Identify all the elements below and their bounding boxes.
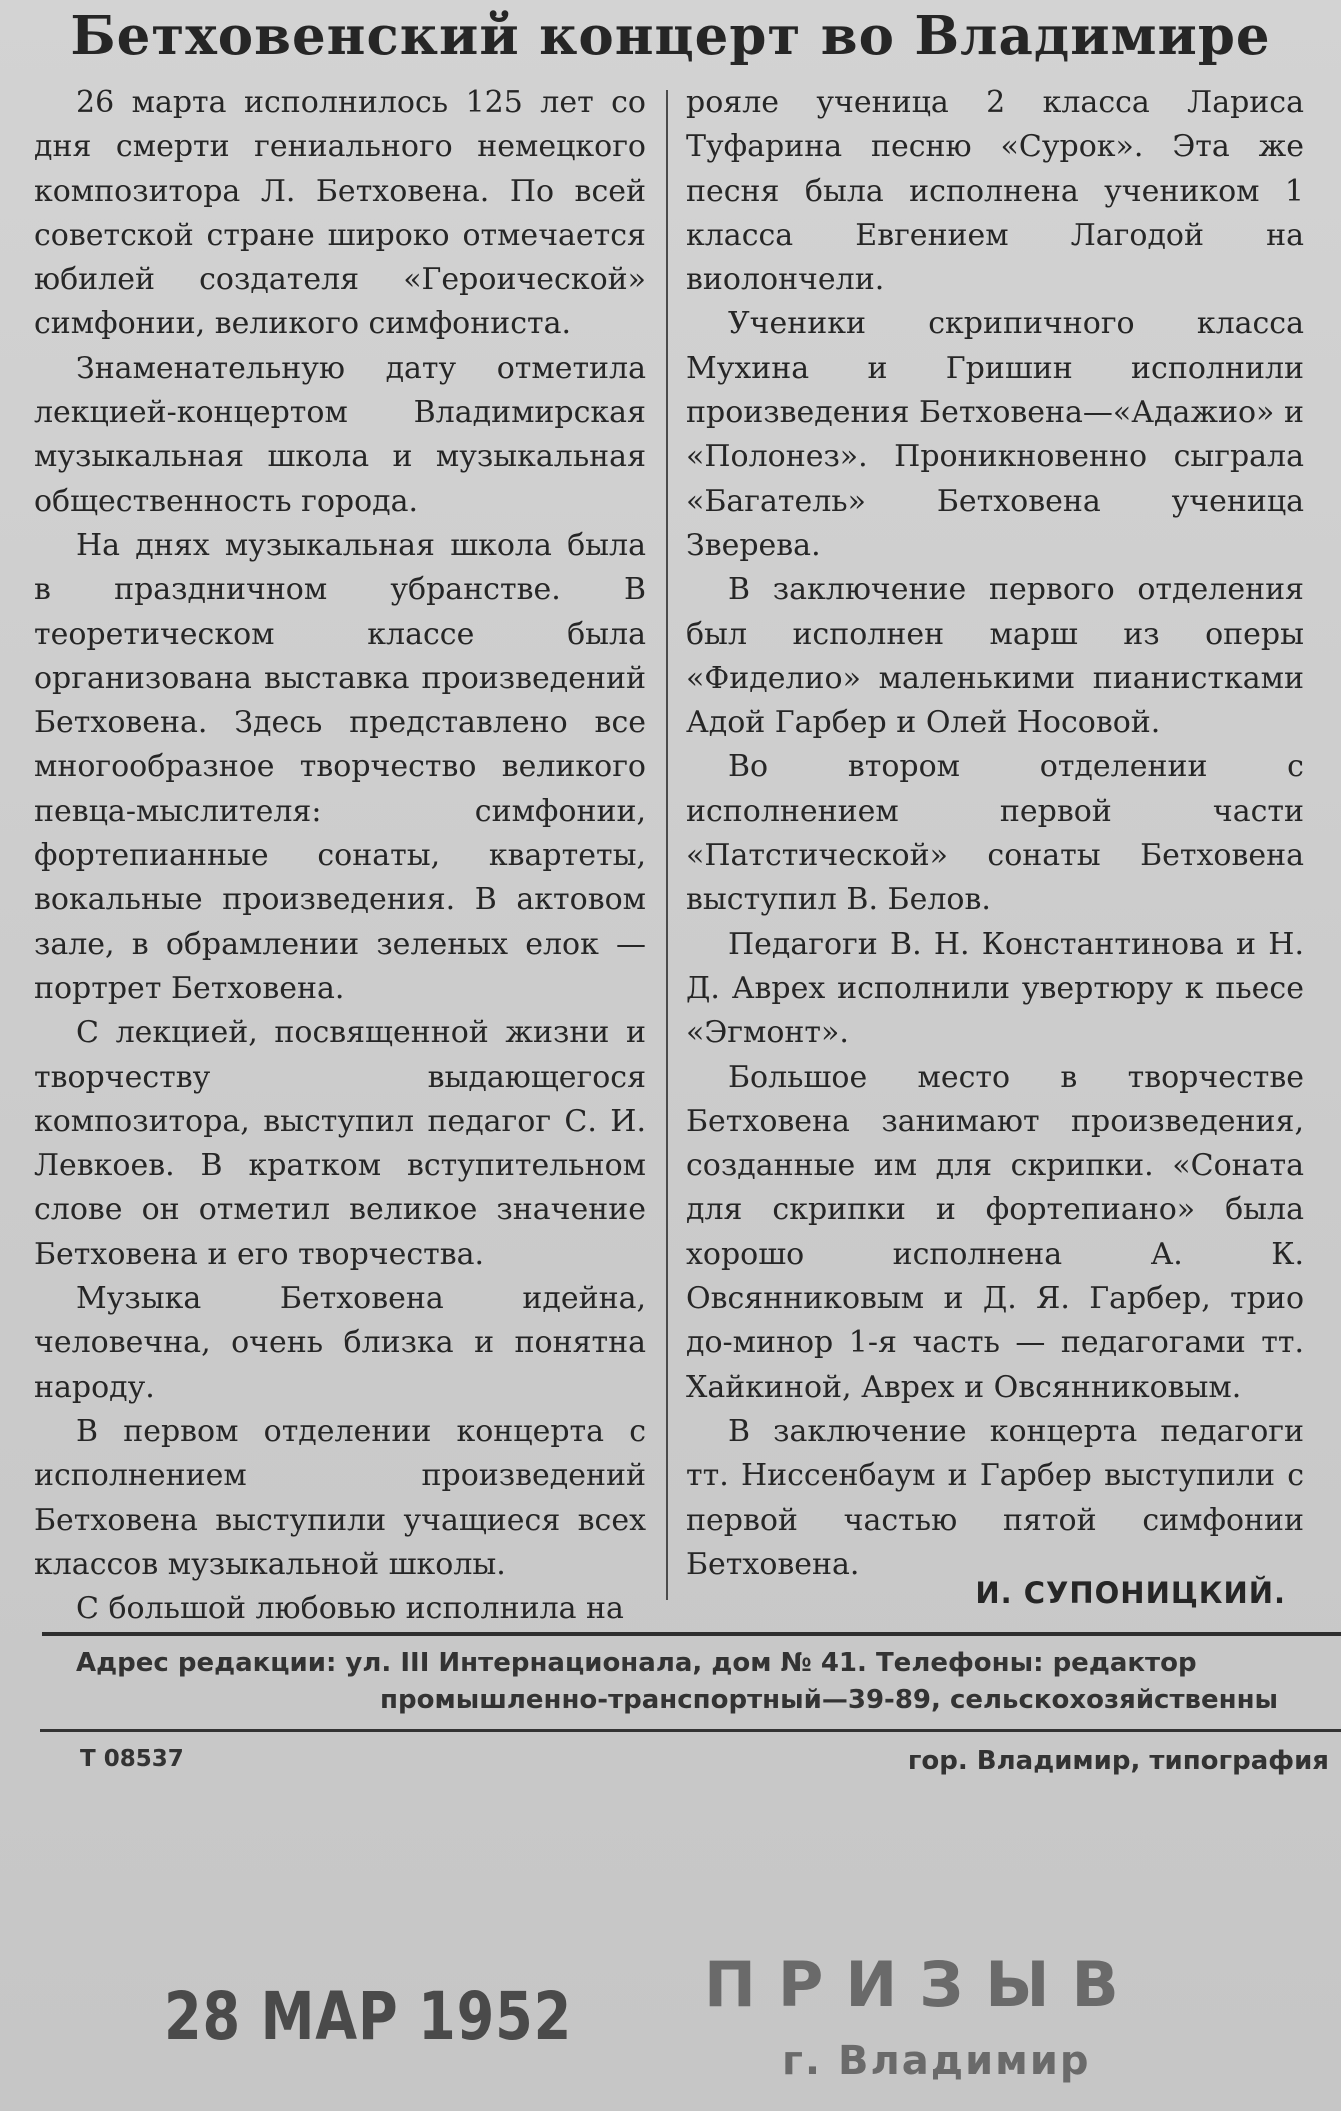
- date-stamp: 28 МАР 1952: [164, 1978, 573, 2055]
- article-headline: Бетховенский концерт во Владимире: [70, 5, 1271, 67]
- editorial-phones: промышленно-транспортный—39-89, сельскохозяйственны: [380, 1685, 1279, 1715]
- paragraph: На днях музыкальная школа была в праздничном убранстве. В теоретическом классе была организована выставка произведений Бетховена. Здесь представлено все многообразное творчество великого певца-мыслителя: симфонии, фортепианные сонаты, квартеты, вокальные произведения. В актовом зале, в обрамлении зеленых елок — портрет Бетховена.: [34, 527, 646, 1006]
- printer-imprint: гор. Владимир, типография: [907, 1746, 1329, 1776]
- paragraph: Во втором отделении с исполнением первой части «Патстической» сонаты Бетховена выступил В. Белов.: [686, 749, 1304, 918]
- paragraph: С лекцией, посвященной жизни и творчеству выдающегося композитора, выступил педагог С. И. Левкоев. В кратком вступительном слове он отметил великое значение Бетховена и его творчества.: [34, 1015, 646, 1272]
- paragraph: В заключение концерта педагоги тт. Ниссенбаум и Гарбер выступили с первой частью пятой симфонии Бетховена.: [686, 1413, 1304, 1582]
- newspaper-name-stamp: ПРИЗЫВ: [704, 1948, 1141, 2021]
- paragraph: Знаменательную дату отметила лекцией-концертом Владимирская музыкальная школа и музыкальная общественность города.: [34, 350, 646, 519]
- paragraph: Большое место в творчестве Бетховена занимают произведения, созданные им для скрипки. «Соната для скрипки и фортепиано» была хорошо исполнена А. К. Овсянниковым и Д. Я. Гарбер, трио до-минор 1-я часть — педагогами тт. Хайкиной, Аврех и Овсянниковым.: [686, 1059, 1304, 1405]
- footer-rule-bottom: [40, 1729, 1341, 1732]
- paragraph: В первом отделении концерта с исполнением произведений Бетховена выступили учащиеся всех классов музыкальной школы.: [34, 1413, 646, 1582]
- author-signature: И. СУПОНИЦКИЙ.: [975, 1576, 1286, 1610]
- paragraph: 26 марта исполнилось 125 лет со дня смерти гениального немецкого композитора Л. Бетховена. По всей советской стране широко отмечается юбилей создателя «Героической» симфонии, великого симфониста.: [34, 85, 646, 342]
- paragraph: Музыка Бетховена идейна, человечна, очень близка и понятна народу.: [34, 1281, 646, 1405]
- right-column: [686, 81, 1304, 1587]
- order-number: Т 08537: [80, 1746, 184, 1772]
- footer-rule-top: [42, 1632, 1341, 1636]
- column-divider: [666, 90, 668, 1600]
- paragraph: рояле ученица 2 класса Лариса Туфарина песню «Сурок». Эта же песня была исполнена учеником 1 класса Евгением Лагодой на виолончели.: [686, 85, 1304, 298]
- city-stamp: г. Владимир: [782, 2038, 1091, 2084]
- left-column: [34, 81, 646, 1631]
- editorial-address: Адрес редакции: ул. III Интернационала, дом № 41. Телефоны: редактор: [76, 1648, 1197, 1678]
- paragraph: Ученики скрипичного класса Мухина и Гришин исполнили произведения Бетховена—«Адажио» и «Полонез». Проникновенно сыграла «Багатель» Бетховена ученица Зверева.: [686, 306, 1304, 563]
- paragraph: Педагоги В. Н. Константинова и Н. Д. Аврех исполнили увертюру к пьесе «Эгмонт».: [686, 926, 1304, 1051]
- paragraph: В заключение первого отделения был исполнен марш из оперы «Фиделио» маленькими пианистками Адой Гарбер и Олей Носовой.: [686, 572, 1304, 741]
- paragraph: С большой любовью исполнила на: [76, 1591, 624, 1627]
